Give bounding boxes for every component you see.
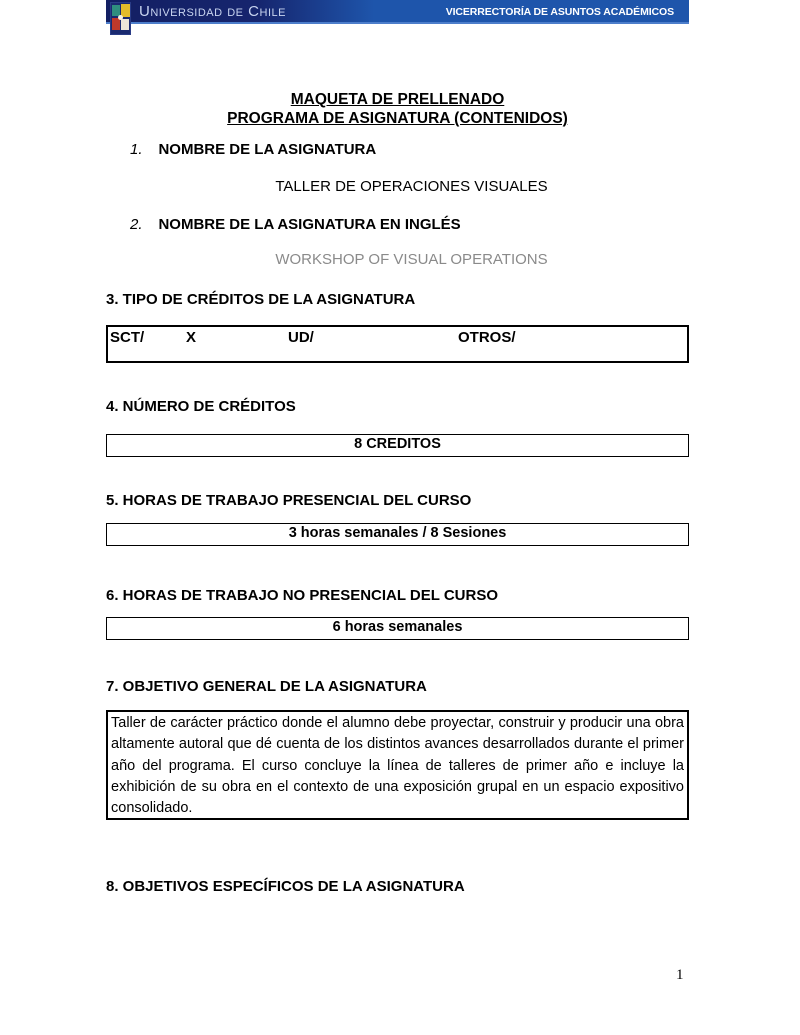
section-2-number: 2.	[130, 216, 143, 233]
document-title	[106, 90, 689, 128]
section-2-heading: NOMBRE DE LA ASIGNATURA EN INGLÉS	[158, 216, 461, 233]
document-title-line2: PROGRAMA DE ASIGNATURA (CONTENIDOS)	[227, 110, 568, 127]
document-title-line1: MAQUETA DE PRELLENADO	[290, 91, 505, 108]
table-cell-ud: UD/	[288, 329, 314, 346]
section-2-heading-row	[130, 216, 461, 234]
table-cell-sct: SCT/	[110, 329, 145, 346]
section-1-value: TALLER DE OPERACIONES VISUALES	[275, 178, 548, 195]
department-name: VICERRECTORÍA DE ASUNTOS ACADÉMICOS	[445, 6, 674, 18]
section-8-heading: 8. OBJETIVOS ESPECÍFICOS DE LA ASIGNATURA	[106, 878, 465, 895]
credit-type-table	[106, 325, 689, 363]
section-4-heading: 4. NÚMERO DE CRÉDITOS	[106, 398, 296, 415]
objective-paragraph: Taller de carácter práctico donde el alumno debe proyectar, construir y producir una obra altamente autoral que dé cuenta de los distintos avances desarrollados durante el primer año del programa. El curso concluye la línea de talleres de primer año e incluye la exhibición de su obra en el contexto de una exposición grupal en un espacio expositivo consolidado.	[111, 715, 684, 817]
section-2-value: WORKSHOP OF VISUAL OPERATIONS	[275, 251, 548, 268]
section-1-number: 1.	[130, 141, 143, 158]
page-number: 1	[676, 967, 684, 983]
header-bar	[106, 0, 689, 24]
section-3-heading: 3. TIPO DE CRÉDITOS DE LA ASIGNATURA	[106, 291, 416, 308]
university-name: Universidad de Chile	[139, 3, 286, 20]
section-1-heading: NOMBRE DE LA ASIGNATURA	[158, 141, 377, 158]
section-5-heading: 5. HORAS DE TRABAJO PRESENCIAL DEL CURSO	[106, 492, 472, 509]
section-7-value-box	[106, 710, 689, 820]
university-crest-icon	[110, 2, 131, 35]
section-6-value-box: 6 horas semanales	[106, 617, 689, 640]
section-5-value-box: 3 horas semanales / 8 Sesiones	[106, 523, 689, 546]
section-6-heading: 6. HORAS DE TRABAJO NO PRESENCIAL DEL CURSO	[106, 587, 498, 604]
section-1-heading-row	[130, 141, 376, 159]
section-7-heading: 7. OBJETIVO GENERAL DE LA ASIGNATURA	[106, 678, 427, 695]
section-4-value-box: 8 CREDITOS	[106, 434, 689, 457]
table-cell-otros: OTROS/	[458, 329, 516, 346]
table-cell-x: X	[186, 329, 197, 346]
